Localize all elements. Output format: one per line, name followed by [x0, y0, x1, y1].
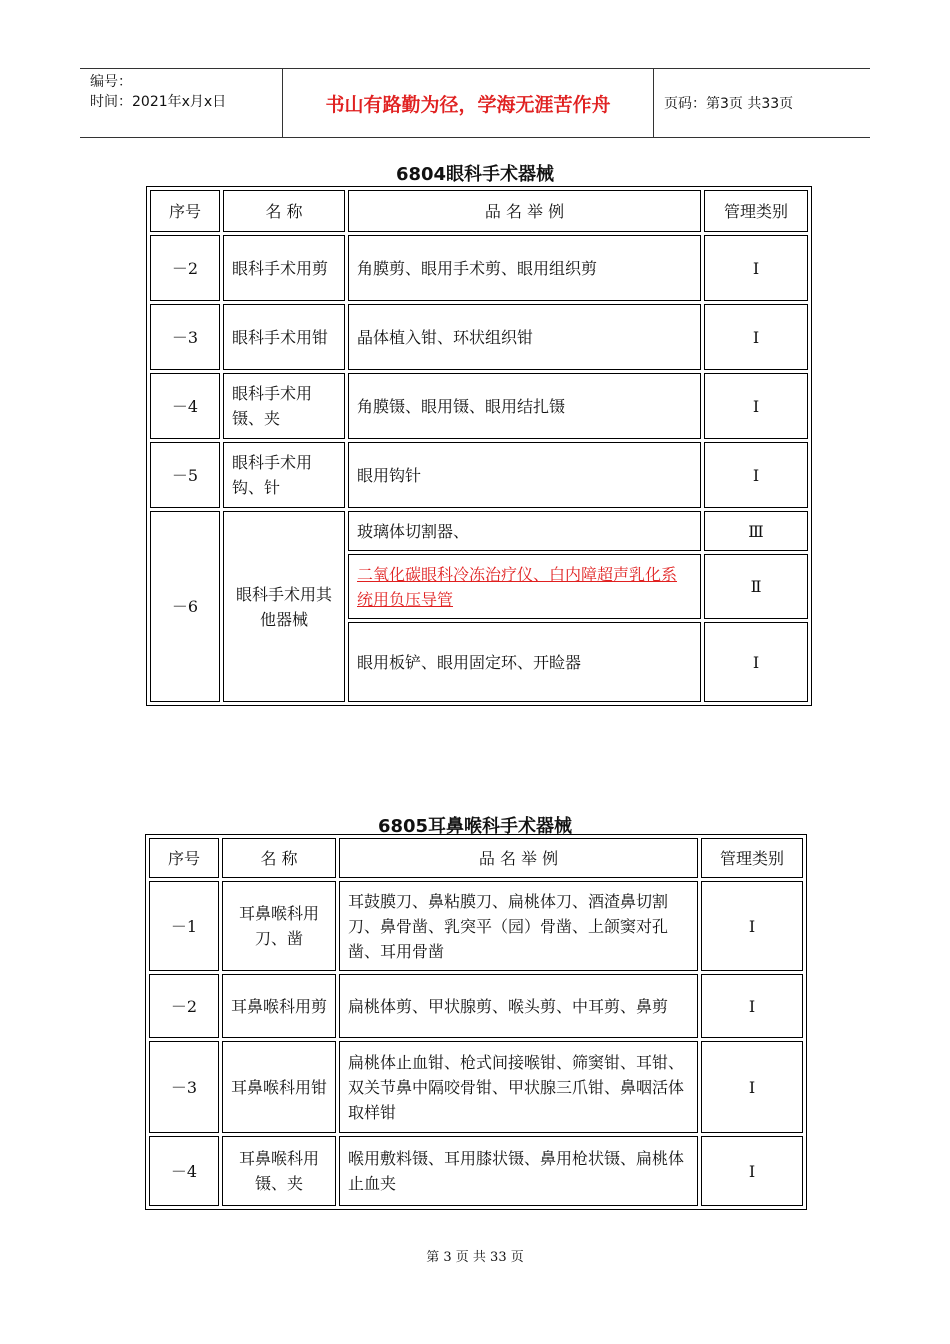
row-class: Ⅱ [704, 554, 808, 619]
row-example: 玻璃体切割器、 [348, 511, 701, 551]
time-label: 时间：2021年x月x日 [90, 94, 227, 110]
header-name: 名 称 [222, 838, 336, 878]
table2-title: 6805耳鼻喉科手术器械 [377, 816, 573, 837]
table-row [149, 1041, 803, 1133]
table-header-row [149, 838, 803, 878]
row-example: 眼用板铲、眼用固定环、开睑器 [348, 622, 701, 702]
row-no: －2 [150, 235, 220, 301]
row-example: 耳鼓膜刀、鼻粘膜刀、扁桃体刀、酒渣鼻切割刀、鼻骨凿、乳突平（园）骨凿、上颌窦对孔凿、耳用骨凿 [339, 881, 698, 971]
row-name: 眼科手术用镊、夹 [223, 373, 345, 439]
row-no: －4 [149, 1136, 219, 1206]
table-row [149, 1136, 803, 1206]
row-class: Ⅰ [704, 442, 808, 508]
row-example-revised: 二氧化碳眼科冷冻治疗仪、白内障超声乳化系统用负压导管 [348, 554, 701, 619]
row-name: 眼科手术用钳 [223, 304, 345, 370]
row-class: Ⅰ [701, 1136, 803, 1206]
row-no: －4 [150, 373, 220, 439]
row-example: 扁桃体止血钳、枪式间接喉钳、筛窦钳、耳钳、双关节鼻中隔咬骨钳、甲状腺三爪钳、鼻咽活体取样钳 [339, 1041, 698, 1133]
row-example: 晶体植入钳、环状组织钳 [348, 304, 701, 370]
row-class: Ⅰ [701, 1041, 803, 1133]
table2-ent [145, 834, 807, 1210]
row-no: －2 [149, 974, 219, 1038]
header-motto: 书山有路勤为径，学海无涯苦作舟 [282, 69, 654, 137]
row-example: 角膜镊、眼用镊、眼用结扎镊 [348, 373, 701, 439]
row-class: Ⅰ [704, 373, 808, 439]
row-name: 耳鼻喉科用钳 [222, 1041, 336, 1133]
table1-title: 6804眼科手术器械 [395, 164, 555, 185]
header-no: 序号 [150, 190, 220, 232]
table-row [150, 235, 808, 301]
row-class: Ⅰ [701, 974, 803, 1038]
header-class: 管理类别 [701, 838, 803, 878]
header-meta [80, 69, 282, 137]
row-no: －1 [149, 881, 219, 971]
row-class: Ⅰ [704, 304, 808, 370]
row-no: －5 [150, 442, 220, 508]
table-row [150, 442, 808, 508]
row-name: 耳鼻喉科用镊、夹 [222, 1136, 336, 1206]
row-example: 角膜剪、眼用手术剪、眼用组织剪 [348, 235, 701, 301]
table-row [149, 881, 803, 971]
row-name: 眼科手术用其他器械 [223, 511, 345, 702]
table1-ophthalmic [146, 186, 812, 706]
table-header-row [150, 190, 808, 232]
row-name: 眼科手术用钩、针 [223, 442, 345, 508]
row-class: Ⅰ [701, 881, 803, 971]
table-row [150, 373, 808, 439]
row-name: 耳鼻喉科用刀、凿 [222, 881, 336, 971]
row-class: Ⅲ [704, 511, 808, 551]
table-row [149, 974, 803, 1038]
row-name: 耳鼻喉科用剪 [222, 974, 336, 1038]
row-class: Ⅰ [704, 235, 808, 301]
row-no: －3 [150, 304, 220, 370]
header-example: 品 名 举 例 [339, 838, 698, 878]
row-no: －3 [149, 1041, 219, 1133]
row-class: Ⅰ [704, 622, 808, 702]
row-example: 扁桃体剪、甲状腺剪、喉头剪、中耳剪、鼻剪 [339, 974, 698, 1038]
row-name: 眼科手术用剪 [223, 235, 345, 301]
header-name: 名 称 [223, 190, 345, 232]
header-class: 管理类别 [704, 190, 808, 232]
page-footer: 第 3 页 共 33 页 [426, 1250, 524, 1265]
table-row [150, 304, 808, 370]
table-row [150, 511, 808, 551]
number-label: 编号： [90, 74, 132, 90]
header-page-info: 页码：第3页 共33页 [664, 96, 794, 112]
header-no: 序号 [149, 838, 219, 878]
row-example: 喉用敷料镊、耳用膝状镊、鼻用枪状镊、扁桃体止血夹 [339, 1136, 698, 1206]
row-example: 眼用钩针 [348, 442, 701, 508]
page-header [80, 68, 870, 138]
row-no: －6 [150, 511, 220, 702]
header-example: 品 名 举 例 [348, 190, 701, 232]
